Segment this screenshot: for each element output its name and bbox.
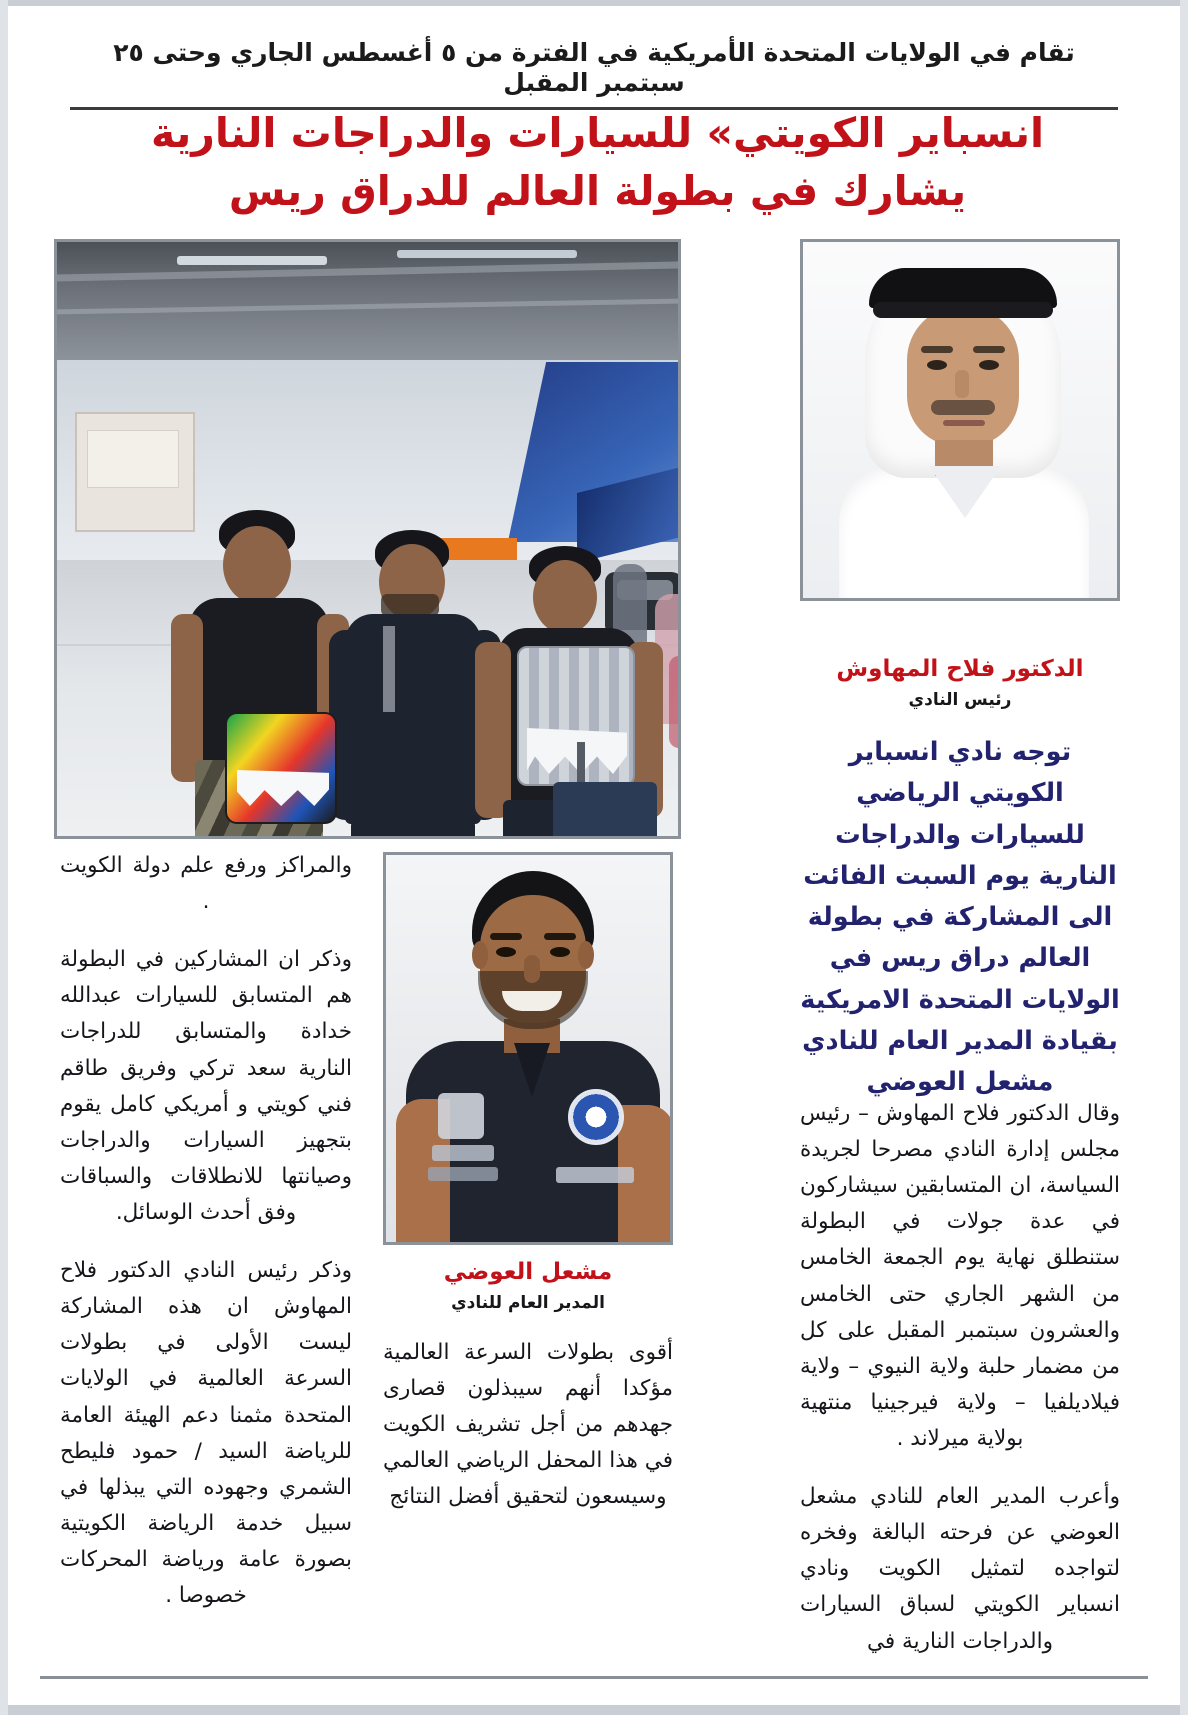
sponsor-logo (438, 1093, 484, 1139)
page-frame-top (0, 0, 1188, 6)
mouth (943, 420, 985, 426)
portrait-photo-president (800, 239, 1120, 601)
club-crest (568, 1089, 624, 1145)
portrait-photo-director (383, 852, 673, 1245)
ceiling-light (177, 256, 327, 265)
kicker-block (70, 38, 1118, 110)
body-column-left (60, 848, 352, 1614)
eye (550, 947, 570, 957)
caption-director-role: المدير العام للنادي (451, 1293, 605, 1313)
paragraph: أقوى بطولات السرعة العالمية مؤكدا أنهم سيبذلون قصارى جهدهم من أجل تشريف الكويت في هذا المحفل الرياضي العالمي وسيسعون لتحقيق أفضل النتائج (383, 1340, 673, 1510)
eyebrow (490, 933, 522, 940)
eyebrow (921, 346, 953, 353)
rolling-suitcase (553, 782, 657, 839)
body-column-right (800, 1096, 1120, 1660)
ceiling-light (397, 250, 577, 258)
headline-line-1: انسباير الكويتي» للسيارات والدراجات النارية (150, 109, 1045, 157)
sponsor-logo (428, 1167, 498, 1181)
kicker-text: تقام في الولايات المتحدة الأمريكية في الفترة من ٥ أغسطس الجاري وحتى ٢٥ سبتمبر المقبل (113, 38, 1075, 97)
agal (873, 302, 1053, 318)
caption-president-name: الدكتور فلاح المهاوش (836, 656, 1084, 682)
paragraph: وقال الدكتور فلاح المهاوش – رئيس مجلس إدارة النادي مصرحا لجريدة السياسة، ان المتسابقين سيشاركون في عدة جولات في البطولة ستنطلق نهاية يوم الجمعة الخامس من الشهر الجاري حتى الخامس والعشرون سبتمبر المقبل على كل من مضمار حلبة ولاية النيوي – ولاية فيلاديلفيا – ولاية فيرجينيا منتهية بولاية ميرلاند . (800, 1101, 1120, 1451)
paragraph: وذكر رئيس النادي الدكتور فلاح المهاوش ان هذه المشاركة ليست الأولى في بطولات السرعة العالمية في الولايات المتحدة مثمنا دعم الهيئة العامة للرياضة السيد / حمود فليطح الشمري وجهوده التي يبذلها في سبيل خدمة الرياضة الكويتية بصورة عامة ورياضة المحركات خصوصا . (60, 1258, 352, 1609)
page-frame-bottom (0, 1705, 1188, 1715)
page-title (140, 104, 1055, 220)
sponsor-logo (432, 1145, 494, 1161)
eye (927, 360, 947, 370)
nose (524, 955, 540, 983)
eye (496, 947, 516, 957)
eyebrow (973, 346, 1005, 353)
body-column-middle (383, 1335, 673, 1516)
ear (578, 941, 594, 969)
page-frame-right (1180, 0, 1188, 1715)
sponsor-logo (556, 1167, 634, 1183)
storefront-window (87, 430, 179, 488)
eye (979, 360, 999, 370)
caption-president-role: رئيس النادي (908, 690, 1012, 710)
bottom-divider (40, 1676, 1148, 1679)
paragraph: وذكر ان المشاركين في البطولة هم المتسابق للسيارات عبدالله خدادة والمتسابق للدراجات النارية سعد تركي وفريق طاقم فني كويتي و أمريكي كامل يقوم بتجهيز السيارات والدراجات وصيانتها للانطلاقات والسباقات وفق أحدث الوسائل. (60, 947, 352, 1225)
lead-paragraph: توجه نادي انسباير الكويتي الرياضي للسيارات والدراجات النارية يوم السبت الفائت الى المشاركة في بطولة العالم دراق ريس في الولايات المتحدة الامريكية بقيادة المدير العام للنادي مشعل العوضي (800, 737, 1120, 1098)
colorful-backpack (225, 712, 337, 824)
page-frame-left (0, 0, 8, 1715)
paragraph: والمراكز ورفع علم دولة الكويت . (60, 853, 352, 915)
group-photo (54, 239, 681, 839)
bystander (669, 656, 681, 748)
ear (472, 941, 488, 969)
nose (955, 370, 969, 398)
paragraph: وأعرب المدير العام للنادي مشعل العوضي عن فرحته البالغة وفخره لتواجده لتمثيل الكويت ونادي انسباير الكويتي لسباق السيارات والدراجات النارية في (800, 1484, 1120, 1654)
moustache (931, 400, 995, 415)
caption-director-name: مشعل العوضي (443, 1259, 613, 1285)
eyebrow (544, 933, 576, 940)
shark-backpack (517, 646, 635, 786)
headline-line-2: يشارك في بطولة العالم للدراق ريس (228, 167, 967, 216)
